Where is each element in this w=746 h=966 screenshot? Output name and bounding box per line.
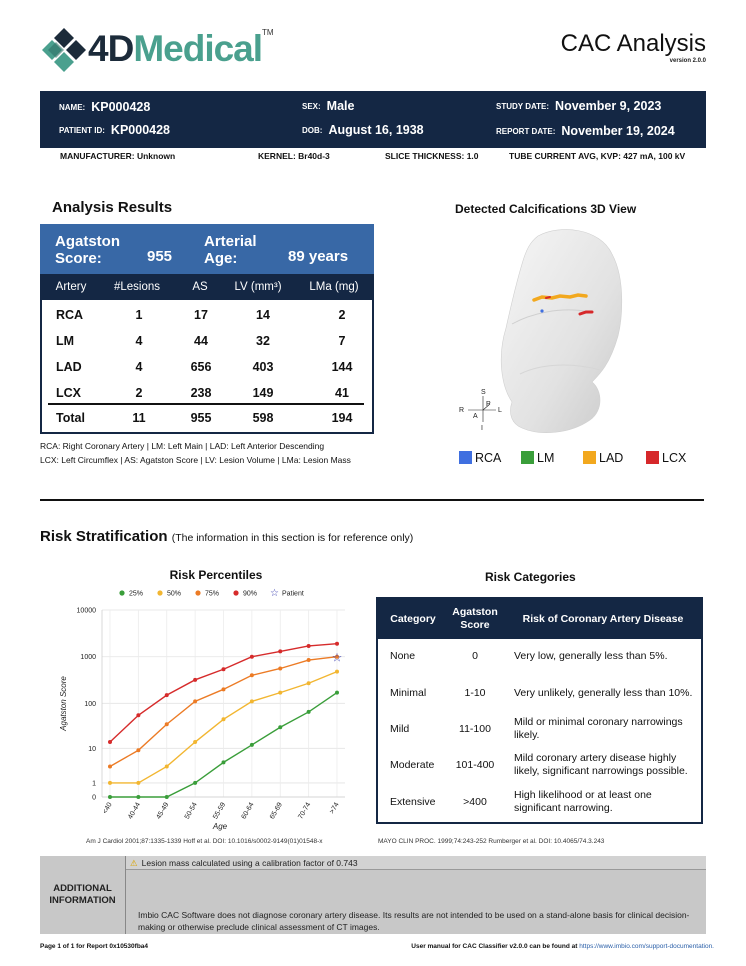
table-header	[42, 276, 372, 300]
chart-title: Risk Percentiles	[169, 568, 263, 582]
additional-information-panel	[40, 856, 706, 934]
table-cell: 2	[338, 308, 346, 322]
risk-percentiles-chart	[40, 560, 360, 835]
x-axis-label: Age	[212, 822, 228, 831]
y-tick-label: 1000	[80, 654, 96, 662]
patient-name: NAME: KP000428	[59, 100, 151, 114]
legend-item-lm: LM	[521, 451, 554, 465]
column-header: LV (mm³)	[234, 281, 282, 293]
series-point	[108, 781, 112, 785]
risk-score: 101-400	[455, 759, 495, 771]
risk-score: 0	[472, 650, 478, 662]
arterial-age-value: 89 years	[288, 248, 349, 265]
series-point	[278, 691, 282, 695]
table-cell: 4	[135, 334, 143, 348]
additional-info-label: ADDITIONAL INFORMATION	[40, 856, 126, 934]
page-footer: Page 1 of 1 for Report 0x10530fba4	[40, 943, 149, 950]
table-cell: 2	[135, 386, 143, 400]
risk-category: Extensive	[390, 796, 436, 808]
x-tick-label: <40	[101, 801, 114, 816]
table-cell: 238	[190, 386, 212, 400]
series-point	[335, 670, 339, 674]
series-point	[222, 760, 226, 764]
series-point	[193, 699, 197, 703]
column-header: Risk of Coronary Artery Disease	[522, 613, 684, 625]
abbreviation-note: LCX: Left Circumflex | AS: Agatston Score | LV: Lesion Volume | LMa: Lesion Mass	[40, 455, 351, 465]
table-cell: 32	[256, 334, 270, 348]
table-cell: 4	[135, 360, 143, 374]
artery-results-table	[40, 274, 374, 434]
series-point	[250, 673, 254, 677]
disclaimer-text: Imbio CAC Software does not diagnose coronary artery disease. Its results are not intended to be used on a stand-alone basis for clinical decision-making or otherwise preclude clinical assessment of CT images.	[138, 910, 690, 932]
series-point	[222, 717, 226, 721]
categories-citation: MAYO CLIN PROC. 1999;74:243-252 Rumberger et al. DOI: 10.4065/74.3.243	[378, 838, 605, 845]
series-point	[250, 699, 254, 703]
legend-marker	[119, 590, 124, 595]
series-point	[278, 666, 282, 670]
series-point	[193, 781, 197, 785]
column-header: #Lesions	[113, 281, 161, 293]
series-point	[165, 795, 169, 799]
risk-stratification-heading: Risk Stratification (The information in this section is for reference only)	[40, 528, 414, 545]
column-header: Agatston Score	[452, 606, 498, 631]
column-header: Category	[390, 613, 436, 625]
risk-table-header	[378, 599, 701, 639]
orientation-marker	[459, 389, 502, 432]
table-cell: 11	[132, 411, 146, 425]
series-point	[108, 764, 112, 768]
series-point	[222, 687, 226, 691]
y-tick-label: 100	[84, 700, 96, 708]
total-divider	[48, 403, 364, 405]
legend-marker	[233, 590, 238, 595]
rca-swatch-icon	[459, 451, 472, 464]
series-point	[136, 748, 140, 752]
column-header: Artery	[55, 281, 87, 293]
x-tick-label: 45-49	[155, 801, 171, 821]
series-point	[307, 710, 311, 714]
legend-item-lcx: LCX	[646, 451, 686, 465]
table-cell: 1	[135, 308, 143, 322]
series-point	[250, 743, 254, 747]
risk-description: Mild coronary artery disease highly likely, significant narrowings possible.	[514, 752, 688, 777]
risk-score: 1-10	[464, 687, 486, 699]
table-cell: 598	[252, 411, 274, 425]
table-cell: LCX	[56, 386, 81, 400]
legend-item-rca: RCA	[459, 451, 501, 465]
study-date: STUDY DATE: November 9, 2023	[496, 99, 662, 113]
series-point	[250, 655, 254, 659]
x-tick-label: >74	[328, 801, 341, 816]
series-point	[193, 678, 197, 682]
column-header: LMa (mg)	[309, 281, 359, 293]
kernel-meta: KERNEL: Br40d-3	[258, 151, 330, 161]
y-tick-label: 1	[92, 780, 96, 788]
lad-swatch-icon	[583, 451, 596, 464]
table-cell: 44	[194, 334, 208, 348]
risk-categories-table	[376, 597, 703, 824]
series-point	[222, 667, 226, 671]
legend-marker	[195, 590, 200, 595]
series-point	[307, 681, 311, 685]
section-divider	[40, 499, 704, 501]
tube-current-meta: TUBE CURRENT AVG, KVP: 427 mA, 100 kV	[509, 151, 686, 161]
risk-description: Very unlikely, generally less than 10%.	[514, 687, 693, 699]
table-cell: 17	[194, 308, 208, 322]
table-cell: RCA	[56, 308, 84, 322]
risk-score: >400	[463, 796, 487, 808]
patient-id: PATIENT ID: KP000428	[59, 123, 170, 137]
3d-view-heading: Detected Calcifications 3D View	[455, 202, 637, 216]
series-point	[165, 764, 169, 768]
orient-s-label: S	[481, 389, 486, 396]
legend-patient-star-icon: ☆	[270, 588, 279, 599]
y-tick-label: 10000	[76, 607, 96, 615]
series-point	[307, 658, 311, 662]
x-tick-label: 60-64	[240, 801, 256, 821]
series-point	[307, 644, 311, 648]
agatston-score-label: Agatston Score:	[55, 233, 120, 267]
table-cell: Total	[56, 411, 85, 425]
risk-category: Minimal	[390, 687, 427, 699]
arterial-age-label: Arterial Age:	[204, 233, 257, 267]
agatston-score-value: 955	[147, 248, 173, 265]
x-tick-label: 55-59	[212, 801, 228, 821]
series-point	[278, 649, 282, 653]
report-date: REPORT DATE: November 19, 2024	[496, 124, 675, 138]
series-point	[136, 781, 140, 785]
table-cell: 144	[331, 360, 353, 374]
column-header: AS	[192, 281, 208, 293]
table-cell: 7	[338, 334, 346, 348]
risk-categories-heading: Risk Categories	[485, 570, 576, 584]
heart-3d-render	[450, 224, 680, 440]
table-cell: 403	[252, 360, 274, 374]
orient-i-label: I	[481, 425, 483, 432]
report-version: version 2.0.0	[669, 58, 706, 64]
table-cell: 14	[256, 308, 270, 322]
legend-label: Patient	[282, 590, 304, 598]
calibration-note: ⚠ Lesion mass calculated using a calibration factor of 0.743	[126, 856, 706, 870]
score-summary-box	[40, 224, 374, 274]
x-tick-label: 65-69	[268, 801, 284, 821]
manufacturer-meta: MANUFACTURER: Unknown	[60, 151, 176, 161]
series-point	[193, 740, 197, 744]
table-cell: 955	[190, 411, 212, 425]
risk-description: Mild or minimal coronary narrowings likely.	[514, 716, 683, 741]
table-cell: 194	[331, 411, 353, 425]
manual-link[interactable]: https://www.imbio.com/support-documentation.	[579, 943, 714, 950]
series-point	[165, 693, 169, 697]
patient-sex: SEX: Male	[302, 99, 355, 113]
series-point	[278, 725, 282, 729]
table-cell: LM	[56, 334, 75, 348]
y-tick-label: 10	[88, 745, 96, 753]
series-point	[165, 722, 169, 726]
chart-citation: Am J Cardiol 2001;87:1335-1339 Hoff et al. DOI: 10.1016/s0002-9149(01)01548-x	[86, 838, 323, 845]
series-point	[108, 740, 112, 744]
lm-swatch-icon	[521, 451, 534, 464]
series-point	[136, 713, 140, 717]
x-tick-label: 50-54	[183, 801, 199, 821]
lcx-swatch-icon	[646, 451, 659, 464]
x-tick-label: 70-74	[297, 801, 313, 821]
manual-footer: User manual for CAC Classifier v2.0.0 can be found at https://www.imbio.com/support-documentation.	[411, 943, 714, 950]
logo-mark-icon	[40, 26, 88, 74]
table-cell: 149	[252, 386, 274, 400]
series-point	[335, 642, 339, 646]
risk-category: Moderate	[390, 759, 435, 771]
orient-a-label: A	[473, 413, 478, 420]
y-axis-label: Agatston Score	[59, 676, 68, 731]
slice-thickness-meta: SLICE THICKNESS: 1.0	[385, 151, 479, 161]
table-cell: 656	[190, 360, 212, 374]
warning-icon: ⚠	[130, 858, 138, 868]
series-point	[136, 795, 140, 799]
series-point	[108, 795, 112, 799]
patient-info-bar	[40, 91, 706, 148]
table-cell: 41	[335, 386, 349, 400]
legend-label: 50%	[167, 590, 182, 598]
table-cell: LAD	[56, 360, 82, 374]
legend-marker	[157, 590, 162, 595]
legend-label: 25%	[129, 590, 144, 598]
legend-item-lad: LAD	[583, 451, 623, 465]
risk-description: Very low, generally less than 5%.	[514, 650, 668, 662]
y-tick-label: 0	[92, 794, 96, 802]
legend-label: 90%	[243, 590, 258, 598]
legend-label: 75%	[205, 590, 220, 598]
report-title: CAC Analysis	[560, 30, 706, 57]
risk-description: High likelihood or at least one significant narrowing.	[514, 789, 652, 814]
series-point	[335, 691, 339, 695]
brand-logo-text: 4DMedical™	[88, 28, 274, 69]
abbreviation-note: RCA: Right Coronary Artery | LM: Left Main | LAD: Left Anterior Descending	[40, 441, 325, 451]
risk-category: None	[390, 650, 416, 662]
patient-star-icon: ☆	[331, 650, 343, 665]
orient-r-label: R	[459, 407, 465, 414]
risk-category: Mild	[390, 723, 410, 735]
orient-l-label: L	[498, 407, 502, 414]
orient-p-label: P	[486, 401, 491, 408]
patient-dob: DOB: August 16, 1938	[302, 123, 424, 137]
risk-score: 11-100	[459, 723, 491, 735]
x-tick-label: 40-44	[127, 801, 143, 821]
analysis-results-heading: Analysis Results	[52, 199, 173, 216]
